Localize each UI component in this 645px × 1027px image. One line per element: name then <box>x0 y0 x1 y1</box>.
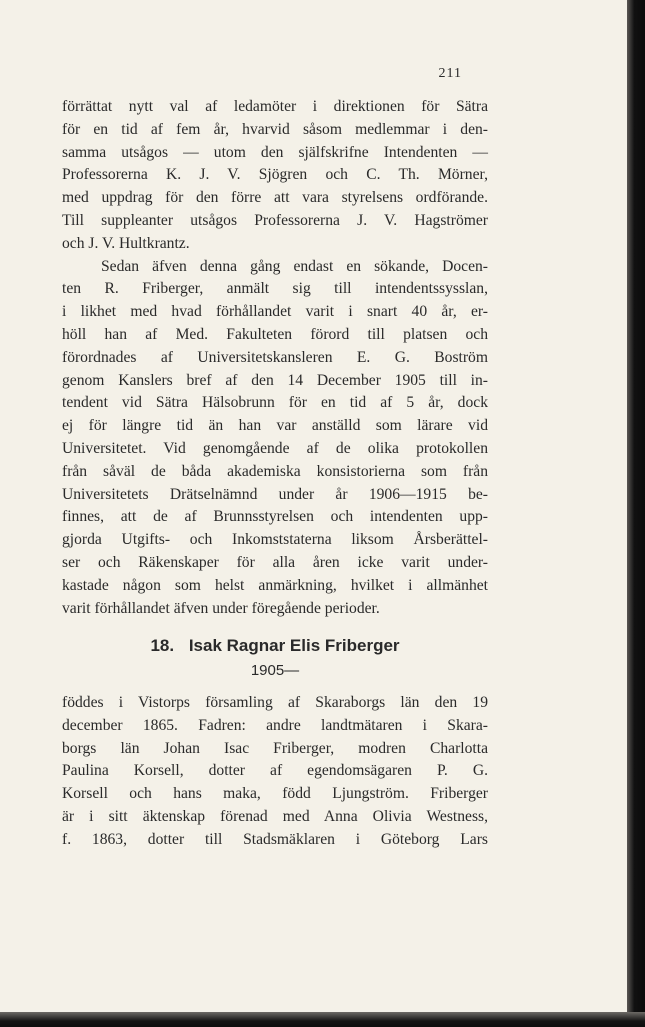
text-line: tendent vid Sätra Hälsobrunn för en tid af 5 år, dock <box>62 394 488 412</box>
text-line: Universitetets Drätselnämnd under år 1906—1915 be- <box>62 485 488 503</box>
page-edge-bottom <box>0 1012 645 1027</box>
text-line: ten R. Friberger, anmält sig till intendentssysslan, <box>62 280 488 298</box>
text-line: Till suppleanter utsågos Professorerna J. V. Hagströmer <box>62 211 488 229</box>
text-line: Korsell och hans maka, född Ljungström. Friberger <box>62 785 488 803</box>
text-line: samma utsågos — utom den själfskrifne Intendenten — <box>62 143 488 161</box>
text-line: Professorerna K. J. V. Sjögren och C. Th. Mörner, <box>62 166 488 184</box>
paragraph-biography <box>62 692 488 852</box>
paragraph-direktion <box>62 96 488 620</box>
text-line: i likhet med hvad förhållandet varit i snart 40 år, er- <box>62 303 488 321</box>
text-line: Sedan äfven denna gång endast en sökande, Docen- <box>101 257 488 275</box>
text-line: f. 1863, dotter till Stadsmäklaren i Göteborg Lars <box>62 830 488 848</box>
text-line: gjorda Utgifts- och Inkomststaterna liksom Årsberättel- <box>62 531 488 549</box>
text-line: med uppdrag för den förre att vara styrelsens ordförande. <box>62 189 488 207</box>
page-edge-right <box>627 0 645 1027</box>
text-line: finnes, att de af Brunnsstyrelsen och intendenten upp- <box>62 508 488 526</box>
text-line: förordnades af Universitetskansleren E. G. Boström <box>62 348 488 366</box>
section-heading <box>62 636 488 656</box>
page-number: 211 <box>438 66 462 81</box>
tenure-years: 1905— <box>250 662 300 679</box>
text-line: ej för längre tid än han var anställd som lärare vid <box>62 417 488 435</box>
text-line: ser och Räkenskaper för alla åren icke varit under- <box>62 553 488 571</box>
text-line: borgs län Johan Isac Friberger, modren Charlotta <box>62 739 488 757</box>
text-line: för en tid af fem år, hvarvid såsom medlemmar i den- <box>62 120 488 138</box>
text-line: och J. V. Hultkrantz. <box>62 234 190 252</box>
text-line: höll han af Med. Fakulteten förord till platsen och <box>62 325 488 343</box>
text-line: förrättat nytt val af ledamöter i direktionen för Sätra <box>62 98 488 115</box>
section-number: 18. <box>150 636 175 655</box>
text-line: genom Kanslers bref af den 14 December 1905 till in- <box>62 371 488 389</box>
text-line: är i sitt äktenskap förenad med Anna Olivia Westness, <box>62 807 488 825</box>
text-line: Universitetet. Vid genomgående af de olika protokollen <box>62 439 488 457</box>
person-name: Isak Ragnar Elis Friberger <box>188 636 400 655</box>
text-line: december 1865. Fadren: andre landtmätaren i Skara- <box>62 716 488 734</box>
text-line: från såväl de båda akademiska konsistorierna som från <box>62 462 488 480</box>
text-line: föddes i Vistorps församling af Skaraborgs län den 19 <box>62 694 488 711</box>
text-line: kastade någon som helst anmärkning, hvilket i allmänhet <box>62 576 488 594</box>
text-line: Paulina Korsell, dotter af egendomsägaren P. G. <box>62 762 488 780</box>
text-line: varit förhållandet äfven under föregående perioder. <box>62 599 380 617</box>
